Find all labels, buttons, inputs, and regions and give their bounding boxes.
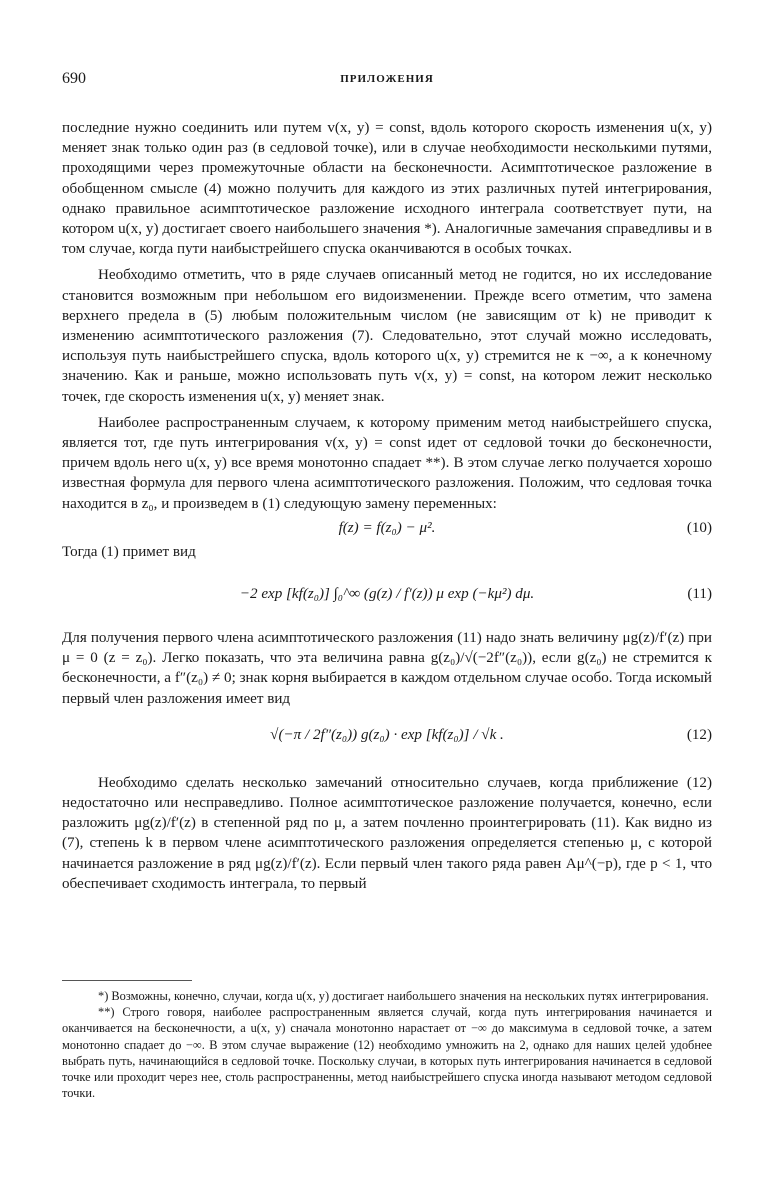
footnote-divider bbox=[62, 980, 192, 981]
equation-11 bbox=[62, 562, 712, 628]
equation-10-expression: f(z) = f(z₀) − μ². bbox=[338, 519, 436, 536]
equation-10-number: (10) bbox=[686, 519, 712, 536]
paragraph-3: Наиболее распространенным случаем, к которому применим метод наибыстрейшего спуска, является тот, где путь интегрирования v(x, y) = const идет от седловой точки до бесконечности, причем вдоль него u(x, y) все время монотонно спадает **). В этом случае легко получается хорошо известная формула для первого члена асимптотического разложения. Положим, что седловая точка находится в z₀, и произведем в (1) следующую замену переменных: bbox=[62, 414, 712, 512]
paragraph-6: Необходимо сделать несколько замечаний относительно случаев, когда приближение (12) недостаточно или несправедливо. Полное асимптотическое разложение получается, конечно, если разложить μg(z)/f′(z) в степенной ряд по μ, а затем почленно проинтегрировать (11). Как видно из (7), степень k в первом члене асимптотического разложения определяется степенью μ, с которой начинается разложение в ряд μg(z)/f′(z). Если первый член такого ряда равен Aμ^(−p), где p < 1, что обеспечивает сходимость интеграла, то первый bbox=[62, 774, 712, 892]
equation-12-expression: √(−π / 2f″(z₀)) g(z₀) · exp [kf(z₀)] / √k . bbox=[270, 726, 504, 743]
equation-12-number: (12) bbox=[686, 726, 712, 743]
paragraph-4: Тогда (1) примет вид bbox=[62, 543, 196, 560]
equation-11-expression: −2 exp [kf(z₀)] ∫₀^∞ (g(z) / f′(z)) μ exp (−kμ²) dμ. bbox=[239, 586, 535, 603]
footnotes bbox=[62, 988, 712, 1101]
main-text bbox=[62, 118, 712, 894]
equation-12 bbox=[62, 709, 712, 763]
paragraph-2: Необходимо отметить, что в ряде случаев описанный метод не годится, но их исследование становится возможным при небольшом его видоизменении. Прежде всего отметим, что замена верхнего предела в (5) любым положительным числом (не зависящим от k) не приводит к изменению асимптотического разложения (7). Следовательно, этот случай можно исследовать, используя путь наибыстрейшего спуска, вдоль которого u(x, y) стремится не к −∞, а к конечному значению. Как и раньше, можно использовать путь v(x, y) = const, на котором лежит несколько точек, где скорость изменения u(x, y) меняет знак. bbox=[62, 267, 712, 405]
equation-11-number: (11) bbox=[687, 586, 712, 603]
equation-10 bbox=[62, 514, 712, 542]
paragraph-5: Для получения первого члена асимптотического разложения (11) надо знать величину μg(z)/f′(z) при μ = 0 (z = z₀). Легко показать, что эта величина равна g(z₀)/√(−2f″(z₀)), если g(z₀) не стремится к бесконечности, а f″(z₀) ≠ 0; знак корня выбирается в каждом отдельном случае особо. Тогда искомый первый член разложения имеет вид bbox=[62, 630, 712, 707]
running-title: ПРИЛОЖЕНИЯ bbox=[340, 73, 434, 85]
footnote-1: *) Возможны, конечно, случаи, когда u(x, y) достигает наибольшего значения на нескольких путях интегрирования. bbox=[98, 989, 709, 1003]
paragraph-1: последние нужно соединить или путем v(x, y) = const, вдоль которого скорость изменения u(x, y) меняет знак только один раз (в седловой точке), или в случае необходимости несколькими путями, проходящими через промежуточные области на бесконечности. Асимптотическое разложение в обобщенном смысле (4) можно получить для каждого из этих различных путей интегрирования, однако правильное асимптотическое разложение исходного интеграла соответствует пути, на котором u(x, y) достигает своего наибольшего значения *). Аналогичные замечания справедливы и в том случае, когда пути наибыстрейшего спуска оканчиваются в особых точках. bbox=[62, 120, 712, 258]
page-number: 690 bbox=[62, 70, 86, 87]
footnote-2: **) Строго говоря, наиболее распространенным является случай, когда путь интегрирования начинается и оканчивается на бесконечности, а u(x, y) сначала монотонно нарастает от −∞ до максимума в седловой точке, а затем монотонно спадает до −∞. В этом случае выражение (12) необходимо умножить на 2, однако для наших целей удобнее выбрать путь, начинающийся в седловой точке. Поскольку случаи, в которых путь интегрирования начинается в седловой точке или проходит через нее, столь распространенны, метод наибыстрейшего спуска иногда называют методом седловой точки. bbox=[62, 1005, 712, 1101]
page-header bbox=[62, 70, 712, 94]
